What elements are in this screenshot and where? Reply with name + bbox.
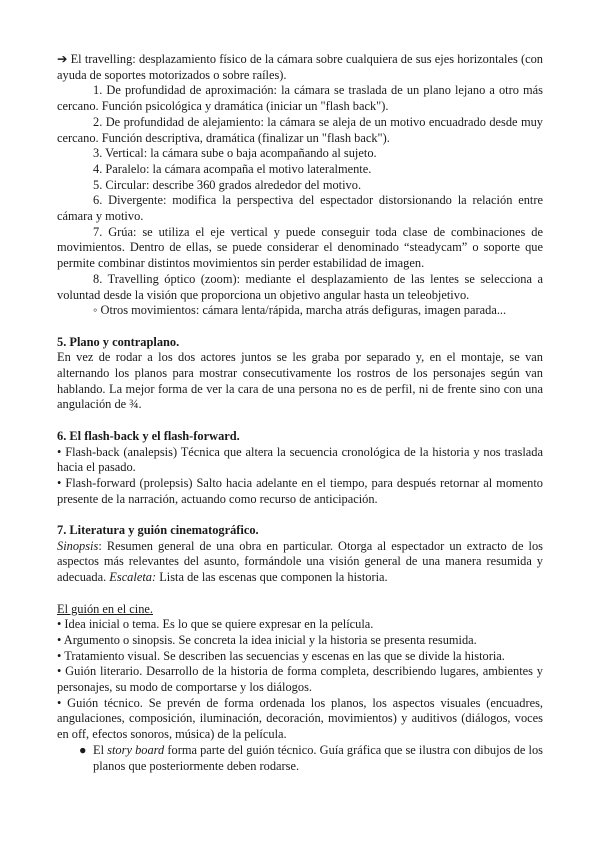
section7-heading: 7. Literatura y guión cinematográfico. (57, 523, 259, 538)
travelling-item-5: 5. Circular: describe 360 grados alrededor del motivo. (93, 177, 362, 192)
travelling-item-7: 7. Grúa: se utiliza el eje vertical y puede conseguir toda clase de combinaciones de movimientos. Dentro de ellas, se puede considerar el denominado “steadycam” o soporte que permite combinar distintos movimientos sin perder estabilidad de imagen. (57, 224, 543, 271)
guion-item-3: • Tratamiento visual. Se describen las secuencias y escenas en las que se divide la historia. (57, 648, 505, 663)
storyboard-pre: El (93, 742, 108, 757)
document-page (57, 52, 543, 774)
arrow-icon: ➔ (57, 52, 68, 66)
sinopsis-text: : Resumen general de una obra en particular. Otorga al espectador un extracto de los aspectos más relevantes del asunto, formándole una visión general de una manera resumida y adecuada. (57, 538, 543, 585)
travelling-item-2: 2. De profundidad de alejamiento: la cámara se aleja de un motivo encuadrado desde muy cercano. Función descriptiva, dramática (finalizar un "flash back"). (57, 114, 543, 145)
section6-heading: 6. El flash-back y el flash-forward. (57, 428, 240, 443)
travelling-item-8: 8. Travelling óptico (zoom): mediante el desplazamiento de las lentes se selecciona a voluntad desde la visión que proporciona un objetivo angular hasta un teleobjetivo. (57, 271, 543, 302)
storyboard-term: story board (107, 742, 165, 757)
section6-item-1: • Flash-back (analepsis) Técnica que altera la secuencia cronológica de la historia y nos traslada hacia el pasado. (57, 444, 543, 475)
travelling-intro (57, 52, 543, 83)
escaleta-text: Lista de las escenas que componen la historia. (156, 570, 388, 585)
section5-heading: 5. Plano y contraplano. (57, 334, 180, 349)
section5-body: En vez de rodar a los dos actores juntos se les graba por separado y, en el montaje, se van alternando los planos para mostrar consecutivamente los rostros de los personajes según van hablando. La mejor forma de ver la cara de una persona no es de perfil, ni de frente sino con una angulación de ¾. (57, 350, 543, 412)
travelling-intro-text: El travelling: desplazamiento físico de la cámara sobre cualquiera de sus ejes horizontales (con ayuda de soportes motorizados o sobre raíles). (57, 52, 543, 82)
bullet-icon: ● (79, 742, 87, 757)
section7-definitions (57, 539, 543, 586)
travelling-other: ◦ Otros movimientos: cámara lenta/rápida, marcha atrás defiguras, imagen parada... (93, 303, 507, 318)
travelling-item-1: 1. De profundidad de aproximación: la cámara se traslada de un plano lejano a otro más cercano. Función psicológica y dramática (iniciar un "flash back"). (57, 83, 543, 114)
guion-item-1: • Idea inicial o tema. Es lo que se quiere expresar en la película. (57, 617, 374, 632)
section6-item-2: • Flash-forward (prolepsis) Salto hacia adelante en el tiempo, para después retornar al momento presente de la narración, actuando como recurso de anticipación. (57, 475, 543, 506)
storyboard-text: forma parte del guión técnico. Guía gráfica que se ilustra con dibujos de los planos que posteriormente deben rodarse. (93, 742, 544, 773)
guion-item-4: • Guión literario. Desarrollo de la historia de forma completa, describiendo lugares, ambientes y personajes, su modo de comportarse y los diálogos. (57, 664, 543, 695)
travelling-item-3: 3. Vertical: la cámara sube o baja acompañando al sujeto. (93, 146, 377, 161)
guion-subheading: El guión en el cine. (57, 601, 153, 616)
travelling-item-4: 4. Paralelo: la cámara acompaña el motivo lateralmente. (93, 161, 372, 176)
travelling-item-6: 6. Divergente: modifica la perspectiva del espectador distorsionando la relación entre cámara y motivo. (57, 193, 543, 224)
escaleta-term: Escaleta: (109, 570, 157, 585)
storyboard-item (57, 743, 543, 774)
guion-item-2: • Argumento o sinopsis. Se concreta la idea inicial y la historia se presenta resumida. (57, 632, 477, 647)
sinopsis-term: Sinopsis (57, 538, 99, 553)
guion-item-5: • Guión técnico. Se prevén de forma ordenada los planos, los aspectos visuales (encuadres, angulaciones, composición, iluminación, decoración, movimientos) y auditivos (diálogos, voces en off, efectos sonoros, música) de la película. (57, 695, 543, 742)
